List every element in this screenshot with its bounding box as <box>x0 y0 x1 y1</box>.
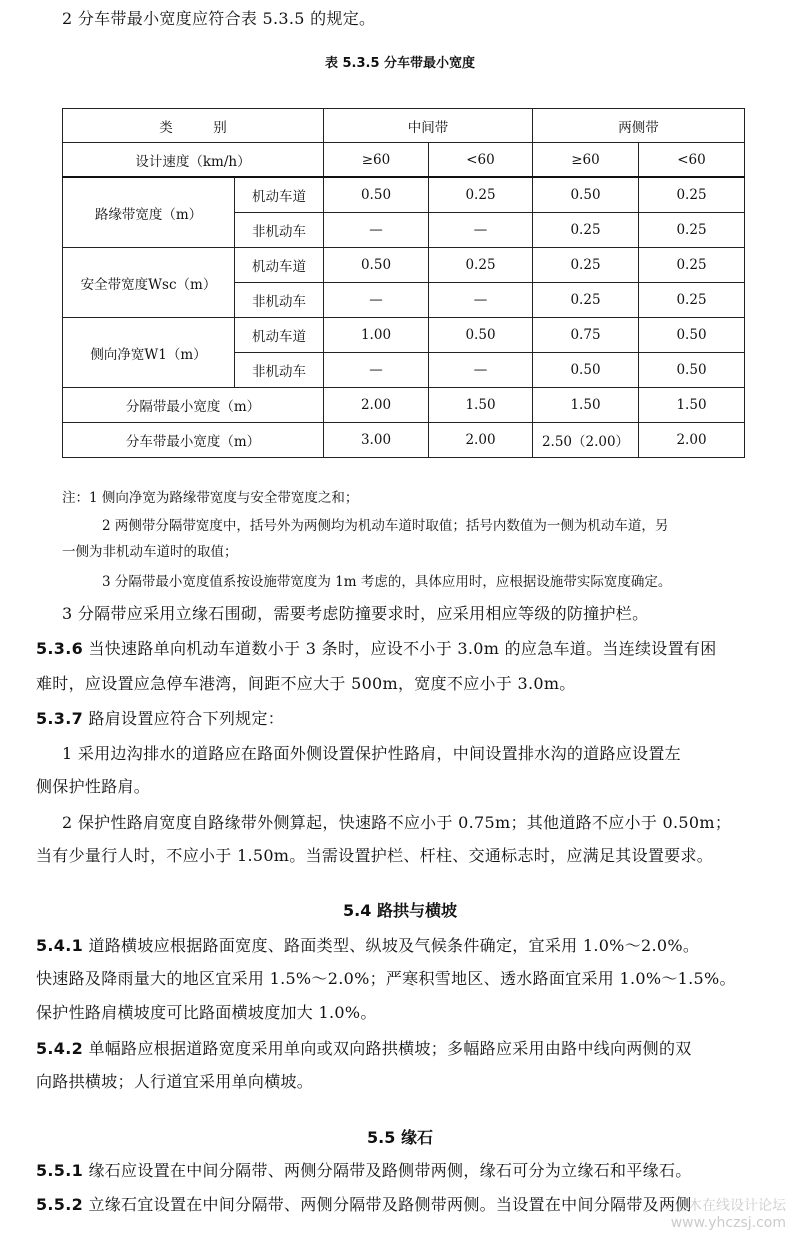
clause-5-3-5-item-2: 2 分车带最小宽度应符合表 5.3.5 的规定。 <box>62 9 376 28</box>
clause-5-5-1 <box>36 1160 692 1182</box>
paragraph-line: 侧保护性路肩。 <box>36 777 151 796</box>
table-cell: 2.00 <box>324 388 429 423</box>
separator-width-table <box>62 108 745 458</box>
table-caption: 表 5.3.5 分车带最小宽度 <box>324 56 476 71</box>
paragraph-line: 保护性路肩横坡度可比路面横坡度加大 1.0%。 <box>36 1003 377 1022</box>
table-cell: — <box>324 213 429 248</box>
table-row <box>63 248 745 283</box>
table-note: 注：1 侧向净宽为路缘带宽度与安全带宽度之和； <box>62 490 359 506</box>
table-row <box>63 177 745 213</box>
clause-5-4-1 <box>36 935 699 957</box>
clause-text: 单幅路应根据道路宽度采用单向或双向路拱横坡；多幅路应采用由路中线向两侧的双 <box>88 1039 692 1058</box>
table-cell: 0.50 <box>533 177 639 213</box>
paragraph-line: 向路拱横坡；人行道宜采用单向横坡。 <box>36 1072 314 1091</box>
section-heading-5-5: 5.5 缘石 <box>367 1128 433 1147</box>
clause-text: 缘石应设置在中间分隔带、两侧分隔带及路侧带两侧，缘石可分为立缘石和平缘石。 <box>88 1161 692 1180</box>
table-cell: 2.00 <box>429 423 533 458</box>
site-watermark <box>671 1198 786 1232</box>
clause-text: 立缘石宜设置在中间分隔带、两侧分隔带及路侧带两侧。当设置在中间分隔带及两侧 <box>88 1195 692 1214</box>
group-label: 侧向净宽W1（m） <box>63 318 235 388</box>
speed-label: 设计速度（km/h） <box>63 143 324 178</box>
watermark-line: www.yhczsj.com <box>670 1215 786 1231</box>
table-cell: 0.50 <box>324 248 429 283</box>
table-cell: 0.25 <box>639 248 745 283</box>
table-cell: 0.25 <box>533 213 639 248</box>
table-cell: 0.25 <box>429 177 533 213</box>
clause-number: 5.4.1 <box>36 936 84 955</box>
table-note: 一侧为非机动车道时的取值； <box>62 544 238 560</box>
table-cell: 1.50 <box>429 388 533 423</box>
paragraph-line: 2 保护性路肩宽度自路缘带外侧算起，快速路不应小于 0.75m；其他道路不应小于 0.50m； <box>62 813 732 832</box>
table-cell: 1.50 <box>639 388 745 423</box>
table-cell: — <box>429 213 533 248</box>
header-middle-strip: 中间带 <box>324 109 533 143</box>
clause-5-5-2 <box>36 1194 692 1216</box>
table-row <box>63 388 745 423</box>
group-label: 安全带宽度Wsc（m） <box>63 248 235 318</box>
table-cell: — <box>429 353 533 388</box>
sub-label: 机动车道 <box>235 248 324 283</box>
table-cell: 0.25 <box>533 248 639 283</box>
table-cell: 0.50 <box>639 318 745 353</box>
table-cell: — <box>429 283 533 318</box>
table-cell: — <box>324 353 429 388</box>
table-cell: 0.25 <box>639 283 745 318</box>
speed-value: ≥60 <box>324 143 429 178</box>
header-category: 类 别 <box>63 109 324 143</box>
table-note: 2 两侧带分隔带宽度中，括号外为两侧均为机动车道时取值；括号内数值为一侧为机动车道，另 <box>102 518 669 534</box>
table-cell: 0.25 <box>639 177 745 213</box>
clause-number: 5.3.6 <box>36 639 84 658</box>
table-cell: 0.25 <box>639 213 745 248</box>
table-cell: — <box>324 283 429 318</box>
table-row <box>63 423 745 458</box>
table-cell: 0.50 <box>429 318 533 353</box>
clause-number: 5.5.1 <box>36 1161 84 1180</box>
paragraph-line: 难时，应设置应急停车港湾，间距不应大于 500m，宽度不应小于 3.0m。 <box>36 674 576 693</box>
clause-text: 路肩设置应符合下列规定： <box>88 709 285 728</box>
sub-label: 非机动车 <box>235 353 324 388</box>
table-cell: 3.00 <box>324 423 429 458</box>
header-side-strip: 两侧带 <box>533 109 745 143</box>
clause-number: 5.4.2 <box>36 1039 84 1058</box>
table-cell: 0.50 <box>639 353 745 388</box>
table-cell: 2.50（2.00） <box>533 423 639 458</box>
watermark-line: 土木在线设计论坛 <box>674 1198 786 1214</box>
clause-number: 5.3.7 <box>36 709 84 728</box>
table-cell: 0.25 <box>429 248 533 283</box>
group-label: 路缘带宽度（m） <box>63 177 235 248</box>
total-label: 分车带最小宽度（m） <box>63 423 324 458</box>
clause-5-3-7 <box>36 708 284 730</box>
paragraph-line: 1 采用边沟排水的道路应在路面外侧设置保护性路肩，中间设置排水沟的道路应设置左 <box>62 744 681 763</box>
table-cell: 1.50 <box>533 388 639 423</box>
sub-label: 非机动车 <box>235 213 324 248</box>
sub-label: 非机动车 <box>235 283 324 318</box>
speed-value: <60 <box>429 143 533 178</box>
table-row <box>63 318 745 353</box>
table-cell: 0.25 <box>533 283 639 318</box>
table-cell: 2.00 <box>639 423 745 458</box>
sub-label: 机动车道 <box>235 177 324 213</box>
table-cell: 1.00 <box>324 318 429 353</box>
clause-5-3-6 <box>36 638 717 660</box>
clause-5-4-2 <box>36 1038 692 1060</box>
paragraph: 3 分隔带应采用立缘石围砌，需要考虑防撞要求时，应采用相应等级的防撞护栏。 <box>62 604 649 623</box>
total-label: 分隔带最小宽度（m） <box>63 388 324 423</box>
table-note: 3 分隔带最小宽度值系按设施带宽度为 1m 考虑的，具体应用时，应根据设施带实际宽度确定。 <box>102 574 672 590</box>
paragraph-line: 快速路及降雨量大的地区宜采用 1.5%～2.0%；严寒积雪地区、透水路面宜采用 1.0%～1.5%。 <box>36 969 736 988</box>
table-cell: 0.75 <box>533 318 639 353</box>
table-cell: 0.50 <box>324 177 429 213</box>
clause-text: 道路横坡应根据路面宽度、路面类型、纵坡及气候条件确定，宜采用 1.0%～2.0%。 <box>88 936 700 955</box>
clause-number: 5.5.2 <box>36 1195 84 1214</box>
clause-text: 当快速路单向机动车道数小于 3 条时，应设不小于 3.0m 的应急车道。当连续设置有困 <box>88 639 717 658</box>
sub-label: 机动车道 <box>235 318 324 353</box>
paragraph-line: 当有少量行人时，不应小于 1.50m。当需设置护栏、杆柱、交通标志时，应满足其设置要求。 <box>36 846 714 865</box>
speed-value: ≥60 <box>533 143 639 178</box>
section-heading-5-4: 5.4 路拱与横坡 <box>343 901 457 920</box>
table-cell: 0.50 <box>533 353 639 388</box>
speed-value: <60 <box>639 143 745 178</box>
